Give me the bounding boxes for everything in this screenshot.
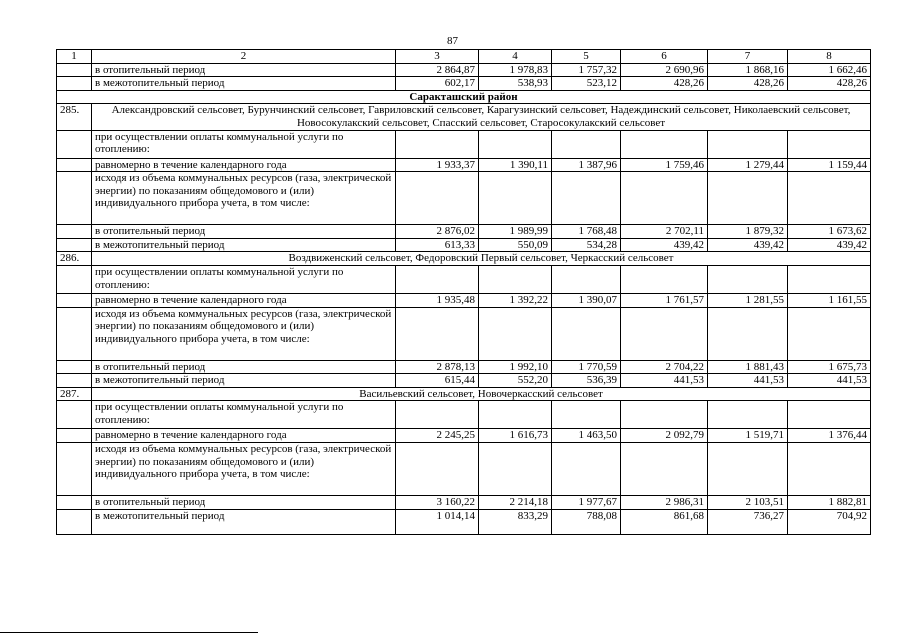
empty-cell — [708, 442, 788, 495]
column-header: 6 — [621, 50, 708, 64]
settlement-list: Васильевский сельсовет, Новочеркасский сельсовет — [92, 387, 871, 401]
value-cell: 1 014,14 — [396, 509, 479, 534]
column-header: 3 — [396, 50, 479, 64]
value-cell: 534,28 — [552, 238, 621, 252]
value-cell: 2 876,02 — [396, 225, 479, 239]
value-cell: 1 675,73 — [788, 360, 871, 374]
empty-cell — [621, 265, 708, 293]
value-cell: 613,33 — [396, 238, 479, 252]
heating-period-row — [57, 225, 871, 239]
value-cell: 1 387,96 — [552, 158, 621, 172]
row-number-cell — [57, 442, 92, 495]
value-cell: 2 245,25 — [396, 429, 479, 443]
row-number-cell — [57, 158, 92, 172]
value-cell: 1 881,43 — [708, 360, 788, 374]
empty-cell — [788, 442, 871, 495]
empty-cell — [479, 265, 552, 293]
value-cell: 550,09 — [479, 238, 552, 252]
value-cell: 2 092,79 — [621, 429, 708, 443]
row-label: исходя из объема коммунальных ресурсов (газа, электрической энергии) по показаниям общедомового и (или) индивидуального прибора учета, в том числе: — [92, 442, 396, 495]
value-cell: 602,17 — [396, 77, 479, 91]
payment-method-heading-row — [57, 401, 871, 429]
row-number-cell — [57, 130, 92, 158]
row-label: при осуществлении оплаты коммунальной услуги по отоплению: — [92, 401, 396, 429]
metered-volume-heading-row — [57, 442, 871, 495]
empty-cell — [708, 401, 788, 429]
row-number-cell — [57, 77, 92, 91]
row-number-cell — [57, 293, 92, 307]
row-label: в отопительный период — [92, 360, 396, 374]
page-number: 87 — [447, 35, 458, 47]
value-cell: 1 279,44 — [708, 158, 788, 172]
heating-period-row — [57, 495, 871, 509]
data-row — [57, 77, 871, 91]
value-cell: 615,44 — [396, 374, 479, 388]
metered-volume-heading-row — [57, 172, 871, 225]
value-cell: 439,42 — [788, 238, 871, 252]
row-label: в межотопительный период — [92, 77, 396, 91]
value-cell: 428,26 — [708, 77, 788, 91]
empty-cell — [708, 130, 788, 158]
row-label: в отопительный период — [92, 225, 396, 239]
value-cell: 552,20 — [479, 374, 552, 388]
settlement-group-row — [57, 104, 871, 130]
empty-cell — [788, 401, 871, 429]
row-number-cell — [57, 63, 92, 77]
settlement-list: Александровский сельсовет, Бурунчинский сельсовет, Гавриловский сельсовет, Карагузинский сельсовет, Надеждинский сельсовет, Николаевский сельсовет, Новосокулакский сельсовет, Спасский сельсовет, Старосокулакский сельсовет — [92, 104, 871, 130]
value-cell: 736,27 — [708, 509, 788, 534]
column-header: 5 — [552, 50, 621, 64]
value-cell: 439,42 — [708, 238, 788, 252]
empty-cell — [621, 442, 708, 495]
row-label: в отопительный период — [92, 63, 396, 77]
column-header: 1 — [57, 50, 92, 64]
value-cell: 1 759,46 — [621, 158, 708, 172]
empty-cell — [708, 265, 788, 293]
empty-cell — [552, 307, 621, 360]
value-cell: 538,93 — [479, 77, 552, 91]
empty-cell — [708, 307, 788, 360]
value-cell: 1 376,44 — [788, 429, 871, 443]
row-label: равномерно в течение календарного года — [92, 429, 396, 443]
empty-cell — [396, 442, 479, 495]
value-cell: 1 761,57 — [621, 293, 708, 307]
row-label: в межотопительный период — [92, 374, 396, 388]
value-cell: 441,53 — [621, 374, 708, 388]
row-number-cell — [57, 401, 92, 429]
non-heating-period-row — [57, 374, 871, 388]
column-header: 4 — [479, 50, 552, 64]
empty-cell — [552, 172, 621, 225]
empty-cell — [396, 307, 479, 360]
row-number-cell — [57, 495, 92, 509]
row-label: исходя из объема коммунальных ресурсов (газа, электрической энергии) по показаниям общедомового и (или) индивидуального прибора учета, в том числе: — [92, 307, 396, 360]
value-cell: 1 161,55 — [788, 293, 871, 307]
row-number-cell — [57, 172, 92, 225]
value-cell: 1 882,81 — [788, 495, 871, 509]
empty-cell — [621, 130, 708, 158]
empty-cell — [552, 401, 621, 429]
value-cell: 439,42 — [621, 238, 708, 252]
value-cell: 861,68 — [621, 509, 708, 534]
metered-volume-heading-row — [57, 307, 871, 360]
value-cell: 1 673,62 — [788, 225, 871, 239]
empty-cell — [479, 401, 552, 429]
group-number: 285. — [57, 104, 92, 130]
row-label: в межотопительный период — [92, 238, 396, 252]
value-cell: 1 159,44 — [788, 158, 871, 172]
value-cell: 1 392,22 — [479, 293, 552, 307]
row-label: равномерно в течение календарного года — [92, 293, 396, 307]
empty-cell — [479, 172, 552, 225]
footnote-separator — [0, 632, 258, 633]
empty-cell — [621, 172, 708, 225]
empty-cell — [552, 130, 621, 158]
value-cell: 1 933,37 — [396, 158, 479, 172]
value-cell: 704,92 — [788, 509, 871, 534]
value-cell: 2 986,31 — [621, 495, 708, 509]
empty-cell — [479, 442, 552, 495]
payment-method-heading-row — [57, 265, 871, 293]
value-cell: 523,12 — [552, 77, 621, 91]
value-cell: 2 878,13 — [396, 360, 479, 374]
row-number-cell — [57, 374, 92, 388]
value-cell: 2 702,11 — [621, 225, 708, 239]
value-cell: 1 977,67 — [552, 495, 621, 509]
payment-method-heading-row — [57, 130, 871, 158]
value-cell: 1 768,48 — [552, 225, 621, 239]
column-header-row — [57, 50, 871, 64]
value-cell: 2 704,22 — [621, 360, 708, 374]
empty-cell — [788, 172, 871, 225]
empty-cell — [396, 172, 479, 225]
column-header: 2 — [92, 50, 396, 64]
settlement-group-row — [57, 252, 871, 266]
value-cell: 1 868,16 — [708, 63, 788, 77]
value-cell: 1 989,99 — [479, 225, 552, 239]
row-label: в межотопительный период — [92, 509, 396, 534]
value-cell: 1 770,59 — [552, 360, 621, 374]
row-number-cell — [57, 509, 92, 534]
value-cell: 1 978,83 — [479, 63, 552, 77]
empty-cell — [788, 130, 871, 158]
row-number-cell — [57, 238, 92, 252]
tariff-table — [56, 49, 871, 535]
row-label: исходя из объема коммунальных ресурсов (газа, электрической энергии) по показаниям общедомового и (или) индивидуального прибора учета, в том числе: — [92, 172, 396, 225]
value-cell: 1 390,07 — [552, 293, 621, 307]
value-cell: 428,26 — [621, 77, 708, 91]
value-cell: 428,26 — [788, 77, 871, 91]
row-number-cell — [57, 265, 92, 293]
value-cell: 2 864,87 — [396, 63, 479, 77]
uniform-payment-row — [57, 158, 871, 172]
heating-period-row — [57, 360, 871, 374]
data-row — [57, 63, 871, 77]
value-cell: 1 992,10 — [479, 360, 552, 374]
value-cell: 833,29 — [479, 509, 552, 534]
row-label: в отопительный период — [92, 495, 396, 509]
empty-cell — [788, 265, 871, 293]
column-header: 7 — [708, 50, 788, 64]
column-header: 8 — [788, 50, 871, 64]
empty-cell — [396, 401, 479, 429]
uniform-payment-row — [57, 429, 871, 443]
settlement-list: Воздвиженский сельсовет, Федоровский Первый сельсовет, Черкасский сельсовет — [92, 252, 871, 266]
value-cell: 1 879,32 — [708, 225, 788, 239]
value-cell: 2 690,96 — [621, 63, 708, 77]
value-cell: 536,39 — [552, 374, 621, 388]
empty-cell — [552, 265, 621, 293]
empty-cell — [788, 307, 871, 360]
empty-cell — [479, 307, 552, 360]
uniform-payment-row — [57, 293, 871, 307]
value-cell: 1 519,71 — [708, 429, 788, 443]
value-cell: 1 281,55 — [708, 293, 788, 307]
row-label: при осуществлении оплаты коммунальной услуги по отоплению: — [92, 130, 396, 158]
value-cell: 1 616,73 — [479, 429, 552, 443]
empty-cell — [708, 172, 788, 225]
empty-cell — [552, 442, 621, 495]
non-heating-period-row — [57, 509, 871, 534]
empty-cell — [621, 307, 708, 360]
value-cell: 1 935,48 — [396, 293, 479, 307]
row-number-cell — [57, 225, 92, 239]
group-number: 287. — [57, 387, 92, 401]
value-cell: 1 757,32 — [552, 63, 621, 77]
value-cell: 788,08 — [552, 509, 621, 534]
value-cell: 2 214,18 — [479, 495, 552, 509]
value-cell: 441,53 — [788, 374, 871, 388]
settlement-group-row — [57, 387, 871, 401]
empty-cell — [479, 130, 552, 158]
value-cell: 2 103,51 — [708, 495, 788, 509]
value-cell: 441,53 — [708, 374, 788, 388]
value-cell: 3 160,22 — [396, 495, 479, 509]
empty-cell — [396, 265, 479, 293]
row-number-cell — [57, 307, 92, 360]
row-number-cell — [57, 360, 92, 374]
non-heating-period-row — [57, 238, 871, 252]
district-name: Саракташский район — [57, 90, 871, 104]
empty-cell — [396, 130, 479, 158]
value-cell: 1 390,11 — [479, 158, 552, 172]
row-label: равномерно в течение календарного года — [92, 158, 396, 172]
group-number: 286. — [57, 252, 92, 266]
empty-cell — [621, 401, 708, 429]
value-cell: 1 662,46 — [788, 63, 871, 77]
district-row — [57, 90, 871, 104]
value-cell: 1 463,50 — [552, 429, 621, 443]
row-number-cell — [57, 429, 92, 443]
row-label: при осуществлении оплаты коммунальной услуги по отоплению: — [92, 265, 396, 293]
